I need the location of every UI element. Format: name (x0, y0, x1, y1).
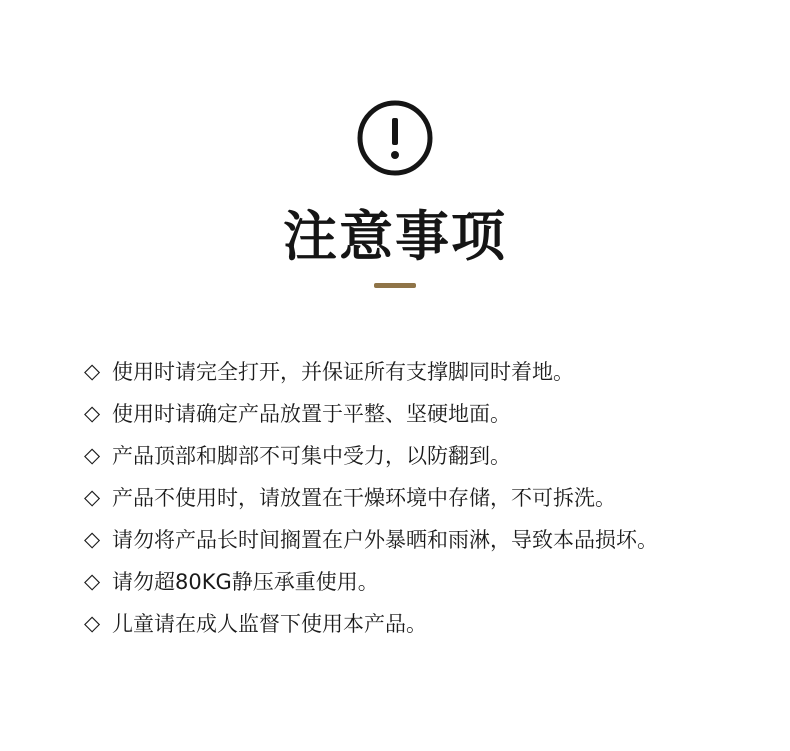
notice-text: 请勿超80KG静压承重使用。 (112, 570, 379, 594)
list-item (84, 560, 658, 602)
list-item (84, 434, 658, 476)
diamond-outline-icon: ◇ (84, 359, 101, 383)
notice-text: 请勿将产品长时间搁置在户外暴晒和雨淋，导致本品损坏。 (112, 528, 658, 552)
diamond-outline-icon: ◇ (84, 527, 101, 551)
notice-text: 使用时请确定产品放置于平整、坚硬地面。 (112, 402, 511, 426)
notice-text: 产品不使用时，请放置在干燥环境中存储，不可拆洗。 (112, 486, 616, 510)
list-item (84, 392, 658, 434)
list-item (84, 350, 658, 392)
diamond-outline-icon: ◇ (84, 569, 101, 593)
notice-list (84, 350, 658, 644)
list-item (84, 602, 658, 644)
exclamation-circle-icon (357, 100, 433, 176)
list-item (84, 476, 658, 518)
diamond-outline-icon: ◇ (84, 611, 101, 635)
diamond-outline-icon: ◇ (84, 443, 101, 467)
diamond-outline-icon: ◇ (84, 401, 101, 425)
diamond-outline-icon: ◇ (84, 485, 101, 509)
notice-text: 产品顶部和脚部不可集中受力，以防翻到。 (112, 444, 511, 468)
list-item (84, 518, 658, 560)
page-title: 注意事项 (283, 205, 507, 268)
notice-text: 使用时请完全打开，并保证所有支撑脚同时着地。 (112, 360, 574, 384)
title-underline (374, 283, 416, 288)
notice-text: 儿童请在成人监督下使用本产品。 (112, 612, 427, 636)
